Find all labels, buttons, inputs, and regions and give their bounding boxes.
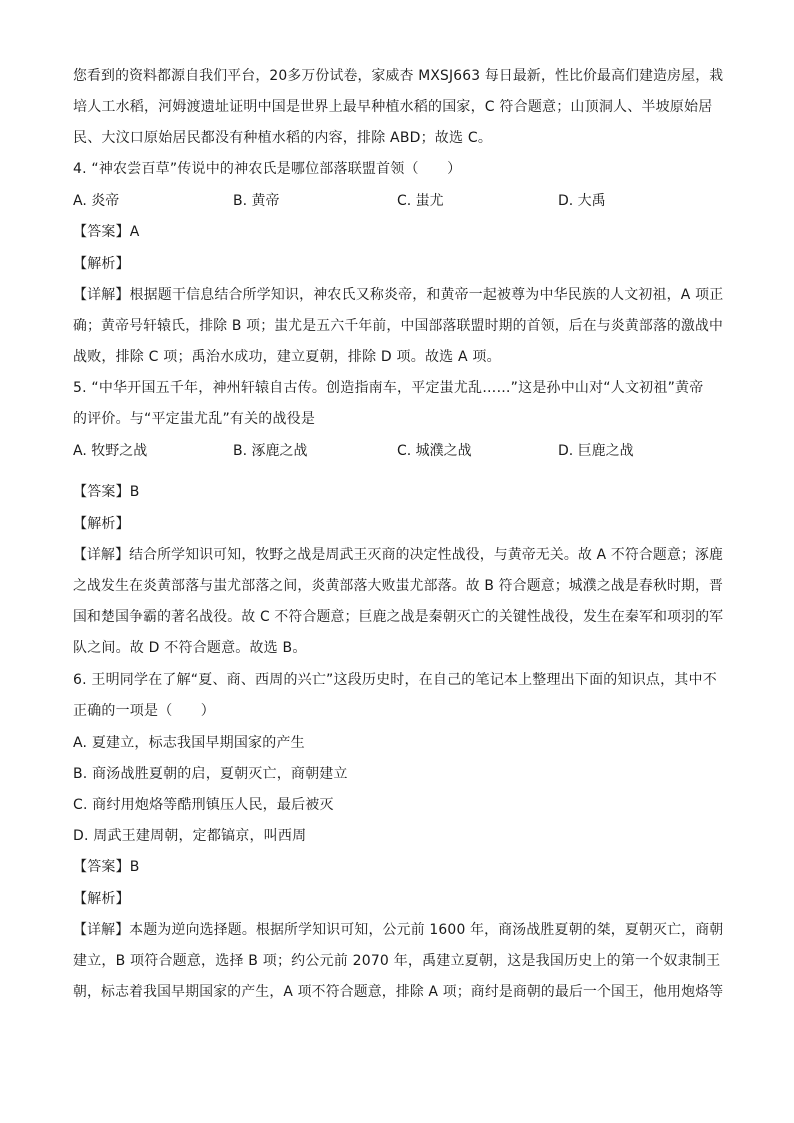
- question-6-stem: 6. 王明同学在了解“夏、商、西周的兴亡”这段历史时，在自己的笔记本上整理出下面的知识点，其中不: [73, 672, 717, 688]
- q5-detail-line: 队之间。故 D 不符合题意。故选 B。: [73, 640, 307, 656]
- q6-answer: 【答案】B: [73, 859, 140, 875]
- text-line: 民、大汶口原始居民都没有种植水稻的内容，排除 ABD；故选 C。: [73, 130, 493, 146]
- q5-detail-line: 之战发生在炎黄部落与蚩尤部落之间，炎黄部落大败蚩尤部落。故 B 符合题意；城濮之战是春秋时期，晋: [73, 578, 724, 594]
- q5-option-c: C. 城濮之战: [397, 443, 472, 459]
- question-6-stem: 正确的一项是（ ）: [73, 703, 215, 719]
- q5-option-d: D. 巨鹿之战: [558, 443, 634, 459]
- q5-detail-line: 【详解】结合所学知识可知，牧野之战是周武王灭商的决定性战役，与黄帝无关。故 A 不符合题意；涿鹿: [73, 547, 724, 563]
- q6-option-a: A. 夏建立，标志我国早期国家的产生: [73, 735, 305, 751]
- q4-detail-line: 确；黄帝号轩辕氏，排除 B 项；蚩尤是五六千年前，中国部落联盟时期的首领，后在与炎黄部落的激战中: [73, 318, 724, 334]
- q6-analysis-label: 【解析】: [73, 891, 130, 907]
- q4-detail-line: 【详解】根据题干信息结合所学知识，神农氏又称炎帝，和黄帝一起被尊为中华民族的人文初祖，A 项正: [73, 287, 724, 303]
- q6-detail-line: 建立，B 项符合题意，选择 B 项；约公元前 2070 年，禹建立夏朝，这是我国历史上的第一个奴隶制王: [73, 953, 721, 969]
- q6-detail-line: 朝，标志着我国早期国家的产生，A 项不符合题意，排除 A 项；商纣是商朝的最后一个国王，他用炮烙等: [73, 984, 724, 1000]
- text-line: 您看到的资料都源自我们平台，20多万份试卷，家威杏 MXSJ663 每日最新，性比价最高们建造房屋，栽: [73, 68, 724, 84]
- q4-option-d: D. 大禹: [558, 193, 606, 209]
- question-4-stem: 4. “神农尝百草”传说中的神农氏是哪位部落联盟首领（ ）: [73, 161, 462, 177]
- q5-option-b: B. 涿鹿之战: [233, 443, 308, 459]
- q6-option-b: B. 商汤战胜夏朝的启，夏朝灭亡，商朝建立: [73, 766, 348, 782]
- q4-option-a: A. 炎帝: [73, 193, 120, 209]
- q4-option-c: C. 蚩尤: [397, 193, 444, 209]
- q4-analysis-label: 【解析】: [73, 256, 130, 272]
- question-5-stem: 5. “中华开国五千年，神州轩辕自古传。创造指南车，平定蚩尤乱……”这是孙中山对“人文初祖”黄帝: [73, 380, 704, 396]
- q5-analysis-label: 【解析】: [73, 516, 130, 532]
- q6-option-c: C. 商纣用炮烙等酷刑镇压人民，最后被灭: [73, 797, 334, 813]
- q5-answer: 【答案】B: [73, 484, 140, 500]
- q6-option-d: D. 周武王建周朝，定都镐京，叫西周: [73, 828, 307, 844]
- text-line: 培人工水稻，河姆渡遗址证明中国是世界上最早种植水稻的国家，C 符合题意；山顶洞人、半坡原始居: [73, 99, 713, 115]
- q5-detail-line: 国和楚国争霸的著名战役。故 C 不符合题意；巨鹿之战是秦朝灭亡的关键性战役，发生在秦军和项羽的军: [73, 609, 724, 625]
- q6-detail-line: 【详解】本题为逆向选择题。根据所学知识可知，公元前 1600 年，商汤战胜夏朝的桀，夏朝灭亡，商朝: [73, 922, 724, 938]
- q4-option-b: B. 黄帝: [233, 193, 280, 209]
- q4-detail-line: 战败，排除 C 项；禹治水成功，建立夏朝，排除 D 项。故选 A 项。: [73, 349, 501, 365]
- q4-answer: 【答案】A: [73, 224, 140, 240]
- q5-option-a: A. 牧野之战: [73, 443, 148, 459]
- question-5-stem: 的评价。与“平定蚩尤乱”有关的战役是: [73, 411, 316, 427]
